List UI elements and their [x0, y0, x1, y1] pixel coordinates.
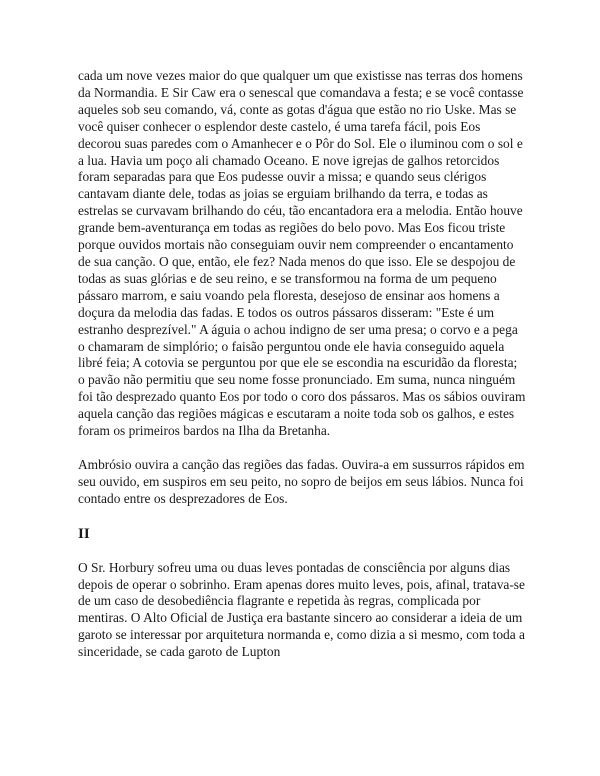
document-page	[78, 68, 526, 661]
paragraph: O Sr. Horbury sofreu uma ou duas leves pontadas de consciência por alguns dias depois de operar o sobrinho. Eram apenas dores muito leves, pois, afinal, tratava-se de um caso de desobediência flagrante e repetida às regras, complicada por mentiras. O Alto Oficial de Justiça era bastante sincero ao considerar a ideia de um garoto se interessar por arquitetura normanda e, como dizia a si mesmo, com toda a sinceridade, se cada garoto de Lupton	[78, 559, 525, 660]
paragraph: Ambrósio ouvira a canção das regiões das fadas. Ouvira-a em sussurros rápidos em seu ouvido, em suspiros em seu peito, no sopro de beijos em seus lábios. Nunca foi contado entre os desprezadores de Eos.	[78, 456, 525, 506]
section-heading: II	[78, 525, 90, 542]
paragraph: cada um nove vezes maior do que qualquer um que existisse nas terras dos homens da Normandia. E Sir Caw era o senescal que comandava a festa; e se você contasse aqueles sob seu comando, vá, conte as gotas d'água que estão no rio Uske. Mas se você quiser conhecer o esplendor deste castelo, é uma tarefa fácil, pois Eos decorou suas paredes com o Amanhecer e o Pôr do Sol. Ele o iluminou com o sol e a lua. Havia um poço ali chamado Oceano. E nove igrejas de galhos retorcidos foram separadas para que Eos pudesse ouvir a missa; e quando seus clérigos cantavam diante dele, todas as joias se erguiam brilhando da terra, e todas as estrelas se curvavam brilhando do céu, tão encantadora era a melodia. Então houve grande bem-aventurança em todas as regiões do belo povo. Mas Eos ficou triste porque ouvidos mortais não conseguiam ouvir nem compreender o encantamento de sua canção. O que, então, ele fez? Nada menos do que isso. Ele se despojou de todas as suas glórias e de seu reino, e se transformou na forma de um pequeno pássaro marrom, e saiu voando pela floresta, desejoso de ensinar aos homens a doçura da melodia das fadas. E todos os outros pássaros disseram: "Este é um estranho desprezível." A águia o achou indigno de ser uma presa; o corvo e a pega o chamaram de simplório; o faisão perguntou onde ele havia conseguido aquela libré feia; A cotovia se perguntou por que ele se escondia na escuridão da floresta; o pavão não permitiu que seu nome fosse pronunciado. Em suma, nunca ninguém foi tão desprezado quanto Eos por todo o coro dos pássaros. Mas os sábios ouviram aquela canção das regiões mágicas e escutaram a noite toda sob os galhos, e estes foram os primeiros bardos na Ilha da Bretanha.	[78, 68, 526, 439]
